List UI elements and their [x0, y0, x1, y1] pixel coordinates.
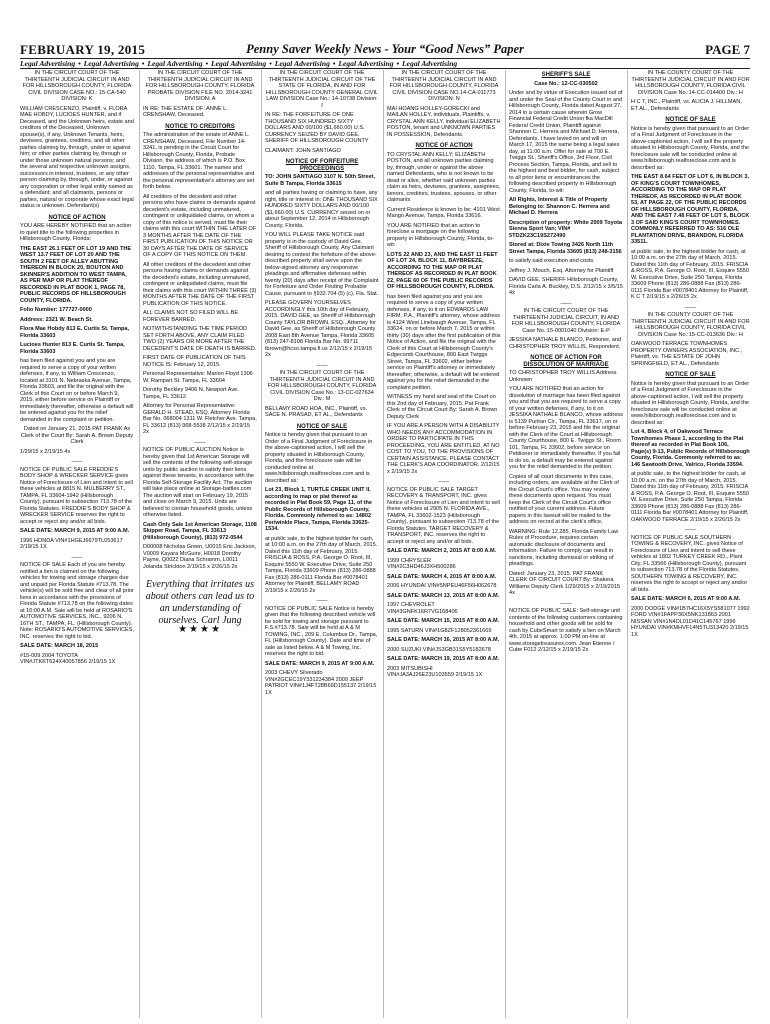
- notice-paragraph: Lucioes Hunter 813 E. Curtis St. Tampa, Florida 33603: [20, 342, 125, 355]
- column-1: [20, 70, 134, 1018]
- notice-paragraph: Dorothy Beckley 9406 N. Newport Ave. Tampa, FL 33612: [143, 387, 239, 400]
- spacer: [20, 666, 134, 669]
- notice-paragraph: TO: JOHN SANTIAGO 3107 N. 50th Street, Suite B Tampa, Florida 33615: [265, 174, 375, 187]
- notice-paragraph: NOTICE OF SALE Each of you are hereby notified a lien is claimed on the following vehicles for towing and storage charges due and unpaid per Florida Statute #713.78. The vehicle(s) will be sold free and clear of all prior liens in accordance with the provisions of Florida Statute #713.78 on the following dates at 10:00 A.M. Sale will be held at ROSARIO'S AUTOMOTIVE SERVICES, INC., 9206 N. 16TH ST., TAMPA, FL. (Hillsborough County). Note: ROSARIO'S AUTOMOTIVE SERVICES, INC. reserves the right to bid.: [20, 562, 134, 640]
- notice-paragraph: Current Residence is known to be: 4101 West Mango Avenue, Tampa, Florida 33616.: [387, 206, 500, 219]
- spacer: [20, 551, 134, 554]
- notice-paragraph: Copies of all court documents in this case, including orders, are available at the Clerk of the Circuit Court's office. You may review these documents upon request. You must keep the Clerk of the Circuit Court's office notified of your current address. Future papers in this lawsuit will be mailed to the address on record at the clerk's office.: [509, 473, 619, 525]
- notice-heading: NOTICE OF ACTION: [48, 214, 106, 221]
- notice-separator: ——: [316, 598, 328, 604]
- spacer: [387, 679, 501, 682]
- notice-separator: ——: [684, 304, 697, 311]
- band-bullet: •: [203, 59, 211, 68]
- spacer: [387, 475, 501, 478]
- band-label: Legal Advertising: [211, 59, 267, 68]
- notice-paragraph: MAI HOANG HOLLEY-GORECKI and MAILAN HOLLEY, individuals, Plaintiffs, v. CRYSTAL ANN KELLY, individual ELIZABETH POSTON, tenant and UNKNOWN PARTIES IN POSSESSION, Defendants.: [387, 105, 501, 138]
- notice-paragraph: IN THE CIRCUIT COURT OF THE THIRTEENTH JUDICIAL CIRCUIT OF THE STATE OF FLORIDA, IN AND FOR HILLSBOROUGH COUNTY GENERAL CIVIL LAW DIVISION Case No.: 14-10738 Division: I: [265, 70, 379, 109]
- notice-heading: NOTICE TO CREDITORS: [165, 123, 235, 130]
- notice-paragraph: Personal Representative: Marion Floyd 1306 W. Rampart St. Tampa, FL 33604: [143, 371, 253, 384]
- notice-paragraph: SALE DATE: MARCH 16, 2015 AT 8:00 A.M.: [387, 637, 500, 643]
- notice-paragraph: Notice is hereby given that pursuant to an Order of a Final Judgment of Foreclosure in the above-captioned action, I will sell the property situated in Hillsborough County, Florida, and the foreclosure sale will be conducted online at www.hillsborough.realforeclose.com and is described as:: [265, 432, 373, 484]
- notice-paragraph: 2000 SUZUKI VIN#JS3GB31S5Y5182678: [387, 646, 491, 653]
- notice-paragraph: WILLIAM CRESCENZO, Plaintiff, v. FLORA MAE HOBDY, LUCIOES HUNTER, and if Deceased, and the Unknown heirs, estate and creditors of the Deceased, Unknown spouse(s), if any, Unknown Tenants, heirs, devisees, grantees, creditors, and all other parties claiming by, through, under or against him; or other parties claiming by, through or under those unknown natural persons; and the several and respective unknown assigns, successors in interest, trustees, or any other person claiming by, through, under, or against any corporation or other legal entity named as a defendant; and all claimants, persons or parties, natural or corporate whose exact legal status is unknown. Defendant(s): [20, 105, 134, 209]
- band-bullet: •: [267, 59, 274, 68]
- band-label: Legal Advertising: [20, 59, 76, 68]
- notice-paragraph: 1995 SATURN VIN#1G8ZF128052361669: [387, 627, 492, 634]
- notice-paragraph: CLAIMANT: JOHN SANTIAGO: [265, 147, 341, 154]
- issue-date: FEBRUARY 19, 2015: [20, 42, 146, 57]
- notice-paragraph: Dated: January 23, 2015. PAT FRANK CLERK OF CIRCUIT COURT By: Shakera Williams Deputy Clerk 1/29/2015 x 2/19/2015 4x: [509, 570, 620, 596]
- notice-paragraph: has been filed against you and you are required to serve a copy of your written defenses, if any, to it on EDWARDS LAW FIRM, P.A., Plaintiff's attorney, whose address is 4124 West Linebaugh Avenue, Tampa, FL 33624, on or before March 7, 2015 or within thirty (30) days after the first publication of this Notice of Action, and file the original with the Clerk of this Court at Hillsborough County's Edgecomb Courthouse, 800 East Twiggs Street, Tampa, FL 33602, either before service on Plaintiff's attorney or immediately thereafter; otherwise, a default will be entered against you for the relief demanded in the complaint petition.: [387, 293, 501, 391]
- notice-paragraph: Under and by virtue of Execution issued out of and under the Seal of the County Court in and Hillsborough County, Florida dated August 27, 2014 in a certain cause wherein Grow Financial Federal Credit Union fka MacDill Federal Credit Union, Plaintiff against Shannon C. Herrera and Michael D. Herrera, Defendants. I have levied on and will on March 17, 2015 the same being a legal sales day, at 11:00 a.m. Offer for sale at 700 E. Twiggs St., Sheriff's Office, 3rd Floor, Civil Process Section, Tampa, Florida, and sell to the highest and best bidder, for cash, subject to all prior liens or encumbrances the following described property in Hillsborough County, Florida, to-wit:: [509, 90, 623, 194]
- notice-paragraph: IN THE CIRCUIT COURT OF THE THIRTEENTH JUDICIAL CIRCUIT IN AND FOR HILLSBOROUGH COUNTY, FLORIDA CIVIL DIVISION CASE NO.: 15-CA-540 DIVISION: K: [22, 70, 132, 102]
- notice-paragraph: IN RE: THE ESTATE OF: ANNE L. CRENSHAW, Deceased.: [143, 105, 228, 118]
- spacer: [265, 419, 379, 422]
- notice-paragraph: The administration of the estate of ANNE L. CRENSHAW, Deceased, File Number 14-3241, is pending in the Circuit Court for Hillsborough County, Florida, Probate Division, the address of which is P.O. Box 1110, Tampa, FL 33601. The names and addresses of the personal representative and the personal representative's attorney are set forth below.: [143, 132, 255, 190]
- notice-paragraph: SALE DATE: MARCH 4, 2015 AT 8:00 A.M.: [387, 573, 497, 580]
- notice-paragraph: DAVID GEE, SHERIFF Hillsborough County, Florida Carla A. Buckley, D.S. 2/12/15 x 3/5/15 4x: [509, 277, 623, 296]
- column-divider: [139, 70, 140, 1018]
- notice-paragraph: at public sale, to the highest bidder for cash, at 10:00 a.m. on the 27th day of March, 2015. Dated this 11th day of February, 2015. FRISCIA & ROSS, P.A. George O. Root, III, Esquire 5550 W. Executive Drive, Suite 250 Tampa, Florida 33609 Phone (813) 286-0888 Fax (813) 286-0111 Florida Bar #0078401 Attorney for Plaintiff, OAKWOOD TERRACE 2/19/15 x 2/26/15 2x: [631, 471, 749, 523]
- notice-paragraph: H C T, INC., Plaintiff, vs. ALICIA J. HILLMAN, ET AL., Defendants: [631, 99, 742, 112]
- notice-paragraph: Lot 23, Block 1, TURTLE CREEK UNIT II, according to map or plat thereof as recorded in Plat Book 59, Page 11, of the Public Records of Hillsborough County, Florida. Commonly referred to as: 14802 Periwinkle Place, Tampa, Florida 33625-1534.: [265, 487, 372, 532]
- notice-paragraph: WARNING: Rule 12.285, Florida Family Law Rules of Procedure, requires certain automatic disclosure of documents and information. Failure to comply can result in sanctions, including dismissal or striking of pleadings.: [509, 528, 619, 567]
- notice-paragraph: D00008 Nicholas Green, U0015 Eric Jackson, V0009 Kayara McGuire, H0018 Dorothy Payne, Q0022 Diana Schramm, L0011 Jolanda Strickton 2/19/15 x 2/26/15 2x: [143, 544, 257, 570]
- notice-paragraph: SALE DATE: MARCH 18, 2015: [20, 643, 99, 649]
- spacer: [143, 119, 257, 122]
- spacer: [265, 594, 379, 597]
- notice-paragraph: at public sale, to the highest bidder for cash, at 10:00 a.m. on the 27th day of March, 2015. Dated this 11th day of February, 2015. FRISCIA & ROSS, P.A. George O. Root, III, Esquire 5550 W. Executive Drive, Suite 250 Tampa, Florida 33609 Phone (813) 286-0888 Fax (813) 286-0111 Florida Bar #0078401 Attorney for Plaintiff, K C T 2/19/15 x 2/26/15 2x: [631, 248, 749, 300]
- notice-paragraph: Lot 4, Block 4, of Oakwood Terrace Townhomes Phase 1, according to the Plat thereof as recorded in Plat Book 106, Page(s) 9-13, Public Records of Hillsborough County, Florida. Commonly referred to as: 146 Sawtooth Drive, Valrico, Florida 33594.: [631, 429, 750, 468]
- notice-paragraph: Notice is hereby given that pursuant to an Order of a Final Judgment of Foreclosure in the above-captioned action, I will sell the property situated in Hillsborough County, Florida, and the foreclosure sale will be conducted online at www.hillsborough.realforeclose.com and is described as:: [631, 125, 750, 171]
- notice-paragraph: Description of property: White 2009 Toyota Sienna Sport Van; VIN# 5TDZK23C19S272490: [509, 219, 623, 239]
- notice-heading: NOTICE OF ACTION: [415, 143, 473, 149]
- notice-paragraph: Attorney for Personal Representative: GERALD H. STEAD, ESQ. Attorney Florida Bar No. 068004 1311 W. Fletcher Ave. Tampa, FL 33612 (813) 968-5538 2/12/15 x 2/19/15 2x: [143, 403, 257, 435]
- notice-paragraph: #15-009 2004 TOYOTA VIN#JTKKT624X40057856 2/19/15 1X: [20, 652, 116, 665]
- notice-heading: NOTICE OF ACTION FOR DISSOLUTION OF MARRIAGE: [523, 355, 609, 368]
- notice-paragraph: NOTICE OF PUBLIC SALE SOUTHERN TOWING & RECOVERY, INC. gives Notice of Foreclosure of Lien and intent to sell these vehicles at 1802 TURKEY CREEK RD., Plant City, FL 33566 (Hillsborough County), pursuant to subsection 713.78 of the Florida Statutes. SOUTHERN TOWING & RECOVERY, INC. reserves the right to accept or reject any and/or all bids.: [631, 534, 748, 593]
- notice-separator: ——: [71, 554, 83, 561]
- spacer: [143, 436, 257, 439]
- notice-paragraph: Flora Mae Hobdy 813 E. Curtis St. Tampa, Florida 33603: [20, 326, 130, 339]
- notice-paragraph: SALE DATE: MARCH 6, 2015 AT 9:00 A.M.: [631, 596, 741, 602]
- band-bullet: •: [139, 59, 147, 68]
- spacer: [20, 210, 134, 213]
- star-ornament: ★★★★: [178, 624, 222, 635]
- notice-paragraph: Folio Number: 177727-0000: [20, 307, 92, 313]
- notice-paragraph: ALL CLAIMS NOT SO FILED WILL BE FOREVER BARRED.: [143, 310, 239, 323]
- column-2: [143, 70, 257, 1018]
- notice-separator: ——: [316, 362, 328, 369]
- notice-paragraph: NOTICE OF PUBLIC SALE TARGET RECOVERY & TRANSPORT, INC. gives Notice of Foreclosure of Lien and intent to sell these vehicles at 2905 N. FLORIDA AVE., TAMPA, FL 33602-1523 (Hillsborough County), pursuant to subsection 713.78 of the Florida Statutes. TARGET RECOVERY & TRANSPORT, INC. reserves the right to accept or reject any and/or all bids.: [387, 486, 500, 545]
- notice-paragraph: YOU WILL PLEASE TAKE NOTICE said property is in the custody of David Gee, Sheriff of Hillsborough County. Any Claimant desiring to contest the forfeiture of the above-described property shall serve upon the below-signed attorney any responsive pleadings and affirmative defenses within twenty (20) days after receipt of the Complaint for Forfeiture and Order Finding Probable Cause, pursuant to §932.704 (5) (c), Fla. Stat.: [265, 232, 379, 297]
- band-label: Legal Advertising: [402, 59, 458, 68]
- spacer: [509, 350, 623, 353]
- notice-paragraph: 1/29/15 x 2/19/15 4x: [20, 448, 71, 455]
- pull-quote: Everything that irritates us about others can lead us to an understanding of ourselves. Carl Jung: [145, 579, 255, 626]
- notice-paragraph: IN THE COUNTY COURT OF THE THIRTEENTH JUDICIAL CIRCUIT IN AND FOR HILLSBOROUGH COUNTY, FLORIDA CIVIL DIVISION Case No.:15-CC-013636 Div.: H: [631, 312, 750, 338]
- column-5: [509, 70, 623, 1018]
- notice-paragraph: NOTICE OF PUBLIC SALE FREDDIE'S BODY SHOP & WRECKER SERVICE gives Notice of Foreclosure of Lien and intent to sell these vehicles at 8815 N. MULBERRY ST., TAMPA, FL 33604-1942 (Hillsborough County), pursuant to subsection 713.78 of the Florida Statutes. FREDDIE'S BODY SHOP & WRECKER SERVICE reserves the right to accept or reject any and/or all bids.: [20, 466, 133, 525]
- notice-paragraph: SALE DATE: MARCH 15, 2015 AT 8:00 A.M.: [387, 618, 500, 624]
- notice-paragraph: TO CRYSTAL ANN KELLY; ELIZABETH POSTON, and all unknown parties claiming by, through, under or against the above named Defendants, who is not known to be dead or alive, whether said unknown parties claim as heirs, devisees, grantees, assignees, lienors, creditors, trustees, spouses, or other claimants: [387, 151, 501, 203]
- notice-paragraph: Notice is hereby given that pursuant to an Order of a Final Judgment of Foreclosure in the above-captioned action, I will sell the property situated in Hillsborough County, Florida, and the foreclosure sale will be conducted online at www.hillsborough.realforeclose.com and is described as:: [631, 380, 750, 426]
- column-6: [631, 70, 750, 1018]
- notice-paragraph: 1997 CHEVROLET VIN#3GNFK16R7VG168406: [387, 602, 458, 615]
- notice-separator: ——: [684, 527, 697, 533]
- notice-paragraph: IN THE CIRCUIT COURT OF THE THIRTEENTH JUDICIAL CIRCUIT IN AND FOR HILLSBOROUGH COUNTY, FLORIDA PROBATE DIVISION FILE NO. 2014-3241 DIVISION: A: [145, 70, 255, 102]
- notice-paragraph: FIRST DATE OF PUBLICATION OF THIS NOTICE IS: February 12, 2015.: [143, 355, 246, 368]
- notice-paragraph: Jeffrey J. Mouch, Esq. Attorney for Plaintiff: [509, 267, 614, 274]
- notice-paragraph: THE EAST 26.1 FEET OF LOT 19 AND THE WEST 13.7 FEET OF LOT 20 AND THE SOUTH 2 FEET OF ALLEY ABUTTING THEREON IN BLOCK 20, BOUTON AND SKINNER'S ADDITION TO WEST TAMPA, AS PER MAP OR PLAT THEREOF RECORDED IN PLAT BOOK 1, PAGE 78, PUBLIC RECORDS OF HILLSBOROUGH COUNTY, FLORIDA.: [20, 245, 132, 304]
- notice-paragraph: has been filed against you and you are required to serve a copy of your written defenses, if any, to William Crescenzo, located at 3101 N. Nebraska Avenue, Tampa, Florida 33603, and file the original with the Clerk of this Court on or before March 9, 2015, either before service on Plaintiff or immediately thereafter, otherwise a default will be entered against you for the relief demanded in the complaint or petition.: [20, 358, 134, 423]
- spacer: [265, 359, 379, 362]
- notice-paragraph: LOTS 22 AND 23, AND THE EAST 11 FEET OF LOT 24, BLOCK 11, BAYBREEZE, ACCORDING TO THE MAP OR PLAT THEREOF AS RECORDED IN PLAT BOOK 22, PAGE 60 OF THE PUBLIC RECORDS OF HILLSBOROUGH COUNTY, FLORIDA.: [387, 251, 498, 290]
- notice-paragraph: and all parties having or claiming to have, any right, title or interest in: ONE THOUSAND SIX HUNDRED SIXTY DOLLARS AND 00/100 ($1,660.00) U.S. CURRENCY seized on or about September 12, 2014 in Hillsborough County, Florida.: [265, 190, 378, 229]
- notice-paragraph: Case No.: 12-CC-030502: [534, 80, 598, 87]
- paper-title: Penny Saver Weekly News - Your “Good News” Paper: [246, 42, 524, 56]
- spacer: [509, 654, 623, 657]
- notice-paragraph: IN THE CIRCUIT COURT OF THE THIRTEENTH JUDICIAL CIRCUIT, IN AND FOR HILLSBOROUGH COUNTY, FLORIDA Case No.:15-0001040 Division: E-P: [511, 308, 621, 334]
- notice-paragraph: SALE DATE: MARCH 9, 2015 AT 9:00 A.M.: [265, 660, 375, 667]
- notice-paragraph: 2000 DODGE VIN#1B7HC16X5YS581077 1992 FORD VIN#1FAPP36X5NK131863 2001 NISSAN VIN#1N4DL01D41C145767 1996 HYUNDAI VIN#KMHVF14N5TU313420 2/19/15 1X: [631, 605, 750, 638]
- column-3: [265, 70, 379, 1018]
- notice-paragraph: SALE DATE: MARCH 19, 2015 AT 8:00 A.M.: [387, 656, 500, 662]
- notice-paragraph: Cash Only Sale 1st American Storage, 1108 Skipper Road, Tampa, FL 33613 (Hillsborough County), (813) 972-0544: [143, 521, 257, 541]
- band-rule: [20, 68, 750, 69]
- notice-paragraph: THE EAST 8.64 FEET OF LOT 6, IN BLOCK 3, OF KING'S COURT TOWNHOMES, ACCORDING TO THE MAP OR PLAT THEREOF, AS RECORDED IN PLAT BOOK 53, AT PAGE 22, OF THE PUBLIC RECORDS OF HILLSBOROUGH COUNTY, FLORIDA, AND THE EAST 7.48 FEET OF LOT 5, BLOCK 3 OF SAID KING'S COURT TOWNHOMES. COMMONLY REFERRED TO AS: 516 OLE PLANTATION DRIVE, BRANDON, FLORIDA 33511.: [631, 174, 750, 245]
- column-divider: [505, 70, 506, 1018]
- column-divider: [261, 70, 262, 1018]
- notice-paragraph: All creditors of the decedent and other persons who have claims or demands against decedent's estate, including unmatured, contingent or unliquidated claims, on whom a copy of this notice is served, must file their claims with this court WITHIN THE LATER OF 3 MONTHS AFTER THE DATE OF THE FIRST PUBLICATION OF THIS NOTICE OR 30 DAYS AFTER THE DATE OF SERVICE OF A COPY OF THIS NOTICE ON THEM.: [143, 193, 257, 258]
- notice-paragraph: NOTICE OF PUBLIC SALE Notice is hereby given that the following described vehicle will be sold for towing and storage pursuant to F.S.#713.78. Sale will be held at A & M TOWING, INC., 209 E. Columbus Dr., Tampa, FL (Hillsborough County). Date and time of sale as listed below. A & M Towing, Inc. reserves the right to bid.: [265, 605, 378, 657]
- notice-separator: ——: [194, 439, 206, 446]
- notice-heading: SHERIFF'S SALE: [541, 72, 591, 78]
- page-number: PAGE 7: [705, 42, 750, 57]
- notice-paragraph: 2003 MITSUBISHI VIN#JA3AJ26E23U103559 2/19/15 1X: [387, 665, 483, 678]
- notice-paragraph: at public sale, to the highest bidder for cash, at 10:00 a.m. on the 27th day of March, 2015. Dated this 11th day of February, 2015. FRISCIA & ROSS, P.A. George O. Root, III, Esquire 5550 W. Executive Drive, Suite 250 Tampa, Florida 33609 Phone (813) 286-0888 Fax (813) 286-0111 Florida Bar #0078401 Attorney for Plaintiff, BELLAMY ROAD 2/19/15 x 2/26/15 2x: [265, 535, 378, 594]
- notice-separator: ——: [560, 600, 572, 607]
- notice-separator: ——: [560, 300, 572, 307]
- notice-separator: ——: [438, 479, 450, 485]
- notice-paragraph: to satisfy said execution and costs.: [509, 258, 595, 264]
- band-bullet: •: [330, 59, 338, 68]
- spacer: [20, 455, 134, 458]
- band-label: Legal Advertising: [147, 59, 203, 68]
- notice-heading: NOTICE OF FORFEITURE PROCEEDINGS: [285, 159, 359, 172]
- spacer: [387, 138, 501, 141]
- notice-paragraph: 1996 HONDA VIN#1HGEJ6679TL053617 2/19/15 1X: [20, 537, 123, 550]
- spacer: [631, 523, 750, 526]
- notice-paragraph: YOU ARE HEREBY NOTIFIED that an action to quiet title to the following properties in Hillsborough County, Florida:: [20, 223, 132, 242]
- notice-paragraph: NOTICE OF PUBLIC SALE: Self-storage unit contents of the following customers containing household and other goods will be sold for cash by CubeSmart to satisfy a lien on March 4th, 2015 at approx. 1:00 PM on-line at www.storagetreasures.com. Jean Etienne / Cube F012 2/12/15 x 2/19/15 2x: [509, 608, 623, 653]
- notice-paragraph: All Rights, Interest & Title of Property Belonging to: Shannon C. Herrera and Michael D. Herrera: [509, 197, 610, 216]
- notice-paragraph: YOU ARE NOTIFIED that an action for dissolution of marriage has been filed against you and that you are required to serve a copy of your written defenses, if any, to it on JESSIKA NATHALE BLANCO, whose address is 5139 Puritan Cir., Tampa, FL 33617, on or before February 23, 2015 and file the original with the Clerk of the Court at Hillsborough County Courthouse, 800 E. Twiggs St., Room 101, Tampa, FL 33602, before service on Petitioner or immediately thereafter. If you fail to do so, a default may be entered against you for the relief demanded in the petition.: [509, 386, 623, 470]
- notice-paragraph: SALE DATE: MARCH 13, 2015 AT 8:00 A.M.: [387, 592, 500, 599]
- section-band: [20, 59, 750, 68]
- column-divider: [627, 70, 628, 1018]
- notice-paragraph: WITNESS my hand and seal of the Court on this 2nd day of February, 2015. Pat Frank Clerk of the Circuit Court By: Sarah A. Brown Deputy Clerk: [387, 394, 498, 420]
- notice-paragraph: SALE DATE: MARCH 9, 2015 AT 9:00 A.M.: [20, 528, 130, 534]
- notice-paragraph: Dated on January 21, 2015 PAT FRANK As Clerk of the Court By: Sarah A. Brown Deputy Clerk: [20, 426, 134, 445]
- column-divider: [383, 70, 384, 1018]
- spacer: [631, 367, 750, 370]
- band-label: Legal Advertising: [274, 59, 330, 68]
- notice-paragraph: SALE DATE: MARCH 2, 2015 AT 8:00 A.M.: [387, 548, 497, 554]
- spacer: [143, 570, 257, 573]
- notice-paragraph: BELLAMY ROAD HOA, INC., Plaintiff, vs. SACE N. PRASAD, ET AL., Defendants: [265, 405, 368, 418]
- notice-paragraph: IN THE CIRCUIT COURT OF THE THIRTEENTH JUDICIAL CIRCUIT IN AND FOR HILLSBOROUGH COUNTY, FLORIDA CIVIL DIVISION Case No.: 13-CC-027634 Div.: M: [267, 370, 377, 402]
- notice-paragraph: NOTICE OF PUBLIC AUCTION Notice is hereby given that 1st American Storage will sell the contents of the following self-storage units by public auction to satisfy their liens against these tenants, in accordance with the Florida Self-Storage Facility Act. The auction will take place online at Storage-battles.com The auction will start on February 19, 2015 and close on March 9, 2015. Units are believed to contain household goods, unless otherwise listed.: [143, 447, 255, 518]
- notice-paragraph: NOTWITHSTANDING THE TIME PERIOD SET FORTH ABOVE, ANY CLAIM FILED TWO (2) YEARS OR MORE AFTER THE DECEDENT'S DATE OF DEATH IS BARRED.: [143, 326, 257, 352]
- notice-paragraph: Address: 2321 W. Beach St.: [20, 316, 93, 323]
- notice-paragraph: IN THE CIRCUIT COURT OF THE THIRTEENTH JUDICIAL CIRCUIT IN AND FOR HILLSBOROUGH COUNTY, FLORIDA CIVIL DIVISION CASE NO.14-CA-011773 DIVISION: N: [389, 70, 499, 102]
- band-label: Legal Advertising: [83, 59, 139, 68]
- notice-paragraph: YOU ARE NOTIFIED that an action to foreclose a mortgage on the following property in Hillsborough County, Florida, to-wit:: [387, 222, 494, 248]
- spacer: [631, 301, 750, 304]
- notice-heading: NOTICE OF SALE: [665, 117, 716, 123]
- legal-columns: [20, 70, 750, 1018]
- notice-separator: ——: [71, 459, 83, 465]
- band-label: Legal Advertising: [338, 59, 394, 68]
- notice-paragraph: 2006 HYUNDAI VIN#5NPEU46F56H062678: [387, 583, 497, 589]
- spacer: [509, 597, 623, 600]
- notice-heading: NOTICE OF SALE: [665, 372, 716, 378]
- spacer: [631, 112, 750, 115]
- spacer: [265, 696, 379, 699]
- notice-paragraph: 1999 CHRYSLER VIN#2C3HD46J3XH500286: [387, 557, 456, 570]
- band-bullet: •: [394, 59, 402, 68]
- spacer: [509, 297, 623, 300]
- notice-paragraph: PLEASE GOVERN YOURSELVES ACCORDINGLY this 10th day of February, 2015. DAVID GEE, as Sheriff of Hillsborough County TAYLOR BROWN, ESQ., Attorney for David Gee, as Sheriff of Hillsborough County 2008 East 8th Avenue Tampa, Florida 33605 (813) 247-8108 Florida Bar No. 99711 tbrown@hcso.tampa.fl.us 2/12/15 x 2/19/15 2x: [265, 300, 376, 358]
- spacer: [265, 154, 379, 157]
- notice-paragraph: All other creditors of the decedent and other persons having claims or demands against the decedent's estate, including unmatured, contingent or unliquidated claims, must file their claims with this court WITHIN THREE (3) MONTHS AFTER THE DATE OF THE FIRST PUBLICATION OF THIS NOTICE.: [143, 261, 257, 307]
- notice-paragraph: IF YOU ARE A PERSON WITH A DISABILITY WHO NEEDS ANY ACCOMMODATION IN ORDER TO PARTICIPATE IN THIS PROCEEDING, YOU ARE ENTITLED, AT NO COST TO YOU, TO THE PROVISIONS OF CERTAIN ASSISTANCE. PLEASE CONTACT THE CLERK'S ADA COORDINATOR. 2/12/15 x 2/19/15 2x: [387, 423, 500, 475]
- notice-paragraph: IN THE COUNTY COURT OF THE THIRTEENTH JUDICIAL CIRCUIT IN AND FOR HILLSBOROUGH COUNTY, FLORIDA CIVIL DIVISION Case No.:14-CC-014400 Div.: H: [631, 70, 750, 96]
- spacer: [631, 638, 750, 641]
- notice-heading: NOTICE OF SALE: [296, 423, 348, 430]
- notice-paragraph: TO CHRISTOPHER TROY WILLIS Address Unknown: [509, 370, 617, 383]
- notice-paragraph: 2003 CHEVY Silverado VIN#2GCEC19Y331234384 2009 JEEP PATRIOT VIN#1J4FT28B69D155137 2/19/15 1X: [265, 670, 377, 696]
- band-bullet: •: [76, 59, 83, 68]
- notice-paragraph: IN RE: THE FORFEITURE OF ONE THOUSAND SIX HUNDRED SIXTY DOLLARS AND 00/100 ($1,660.00) U.S. CURRENCY SEIZED BY DAVID GEE, SHERIFF OF HILLSBOROUGH COUNTY: [265, 112, 369, 144]
- notice-paragraph: JESSIKA NATHALE BLANCO, Petitioner, and CHRISTOPHER TROY WILLIS, Respondent.: [509, 337, 622, 350]
- notice-paragraph: OAKWOOD TERRACE TOWNHOMES PROPERTY OWNERS ASSOCIATION, INC., Plaintiff, vs. THE ESTATE OF JOHN SPRINGFIELD, ET AL., Defendants: [631, 341, 743, 367]
- notice-paragraph: Stored at: Dixie Towing 3426 North 11th Street Tampa, Florida 33605 (813) 248-3156: [509, 242, 622, 255]
- column-4: [387, 70, 501, 1018]
